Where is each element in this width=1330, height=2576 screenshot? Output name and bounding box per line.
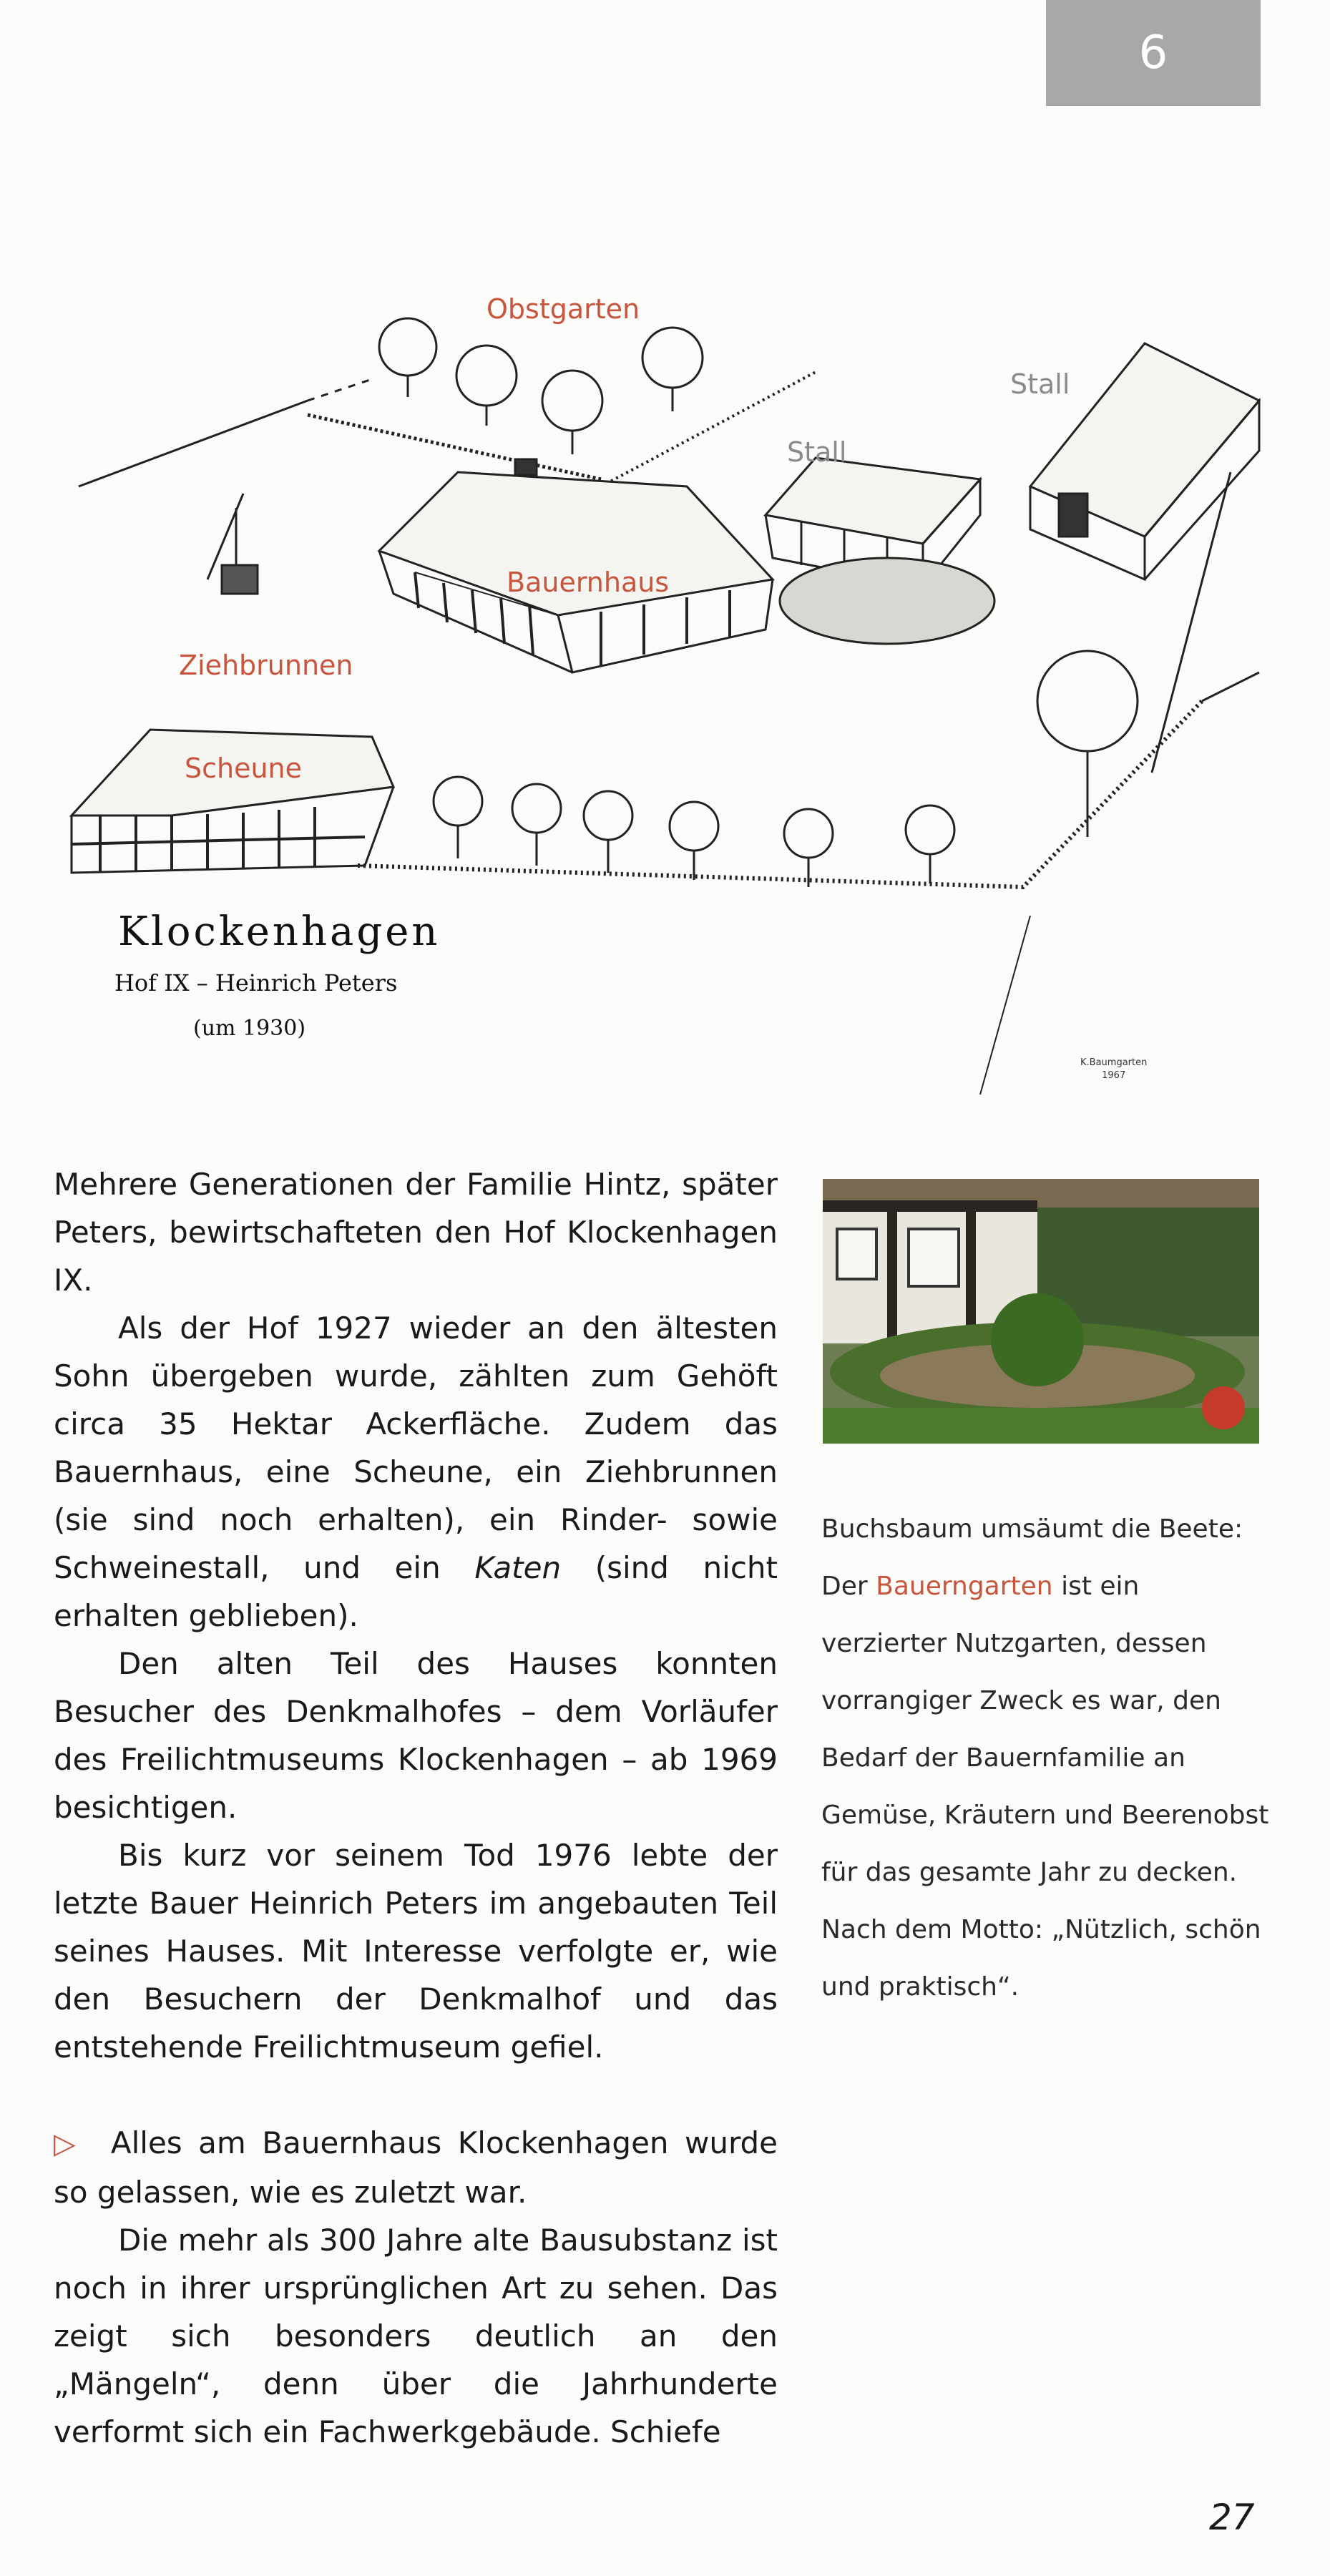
paragraph: Bis kurz vor seinem Tod 1976 lebte der letzte Bauer Heinrich Peters im angebauten Teil seines Hauses. Mit Interesse verfolgte er, wie den Besuchern der Denkmalhof und das entstehende Freilichtmuseum gefiel. (54, 1838, 778, 2065)
dung-heap (780, 558, 994, 644)
orchard-trees (379, 318, 703, 454)
main-text-column (54, 1160, 778, 2456)
paragraph: Mehrere Generationen der Familie Hintz, später Peters, bewirtschafteten den Hof Klockenhagen IX. (54, 1167, 778, 1298)
paragraph-text: Als der Hof 1927 wieder an den ältesten Sohn übergeben wurde, zählten zum Gehöft circa 35 Hektar Ackerfläche. Zudem das Bauernhaus, eine Scheune, ein Ziehbrunnen (sie sind noch erhalten), ein Rinder- sowie Schweinestall, und ein (54, 1311, 778, 1585)
label-obstgarten: Obstgarten (486, 293, 640, 325)
path-line (980, 916, 1030, 1094)
drawing-year: (um 1930) (193, 1016, 306, 1041)
photo-caption (821, 1501, 1272, 2016)
triangle-arrow-icon: ▷ (54, 2127, 82, 2160)
label-scheune: Scheune (185, 753, 303, 784)
artist-signature (1080, 1057, 1147, 1082)
garden-photo (823, 1179, 1259, 1444)
farm-illustration (57, 272, 1273, 1116)
chapter-tab (1046, 0, 1261, 106)
ziehbrunnen-well (207, 494, 258, 594)
garden-photo-image (823, 1179, 1259, 1444)
label-stall-small: Stall (787, 436, 847, 468)
drawing-title: Klockenhagen (118, 909, 441, 955)
paragraph: Den alten Teil des Hauses konnten Besucher des Denkmalhofes – dem Vorläufer des Freilichtmuseums Klockenhagen – ab 1969 besichtigen. (54, 1646, 778, 1825)
artist-name: K.Baumgarten (1080, 1057, 1148, 1068)
caption-line1: Buchsbaum umsäumt die Beete: (821, 1514, 1243, 1544)
hedge-line (358, 701, 1202, 887)
page-number: 27 (1209, 2497, 1255, 2538)
paragraph-text-end: (sind nicht erhalten geblieben). (54, 1550, 778, 1633)
caption-rest: ist ein verzierter Nutzgarten, dessen vorrangiger Zweck es war, den Bedarf der Bauernfamilie an Gemüse, Kräutern und Beerenobst für das gesamte Jahr zu decken. Nach dem Motto: „Nützlich, schön und praktisch“. (821, 1572, 1269, 2002)
emphasis-katen: Katen (474, 1550, 562, 1585)
front-trees (434, 651, 1138, 887)
fence-line (1152, 472, 1231, 773)
paragraph (54, 2119, 778, 2216)
label-ziehbrunnen: Ziehbrunnen (179, 650, 353, 681)
fence-line (308, 415, 601, 479)
chapter-number: 6 (1138, 26, 1168, 79)
bauernhaus-building (379, 459, 773, 672)
artist-year: 1967 (1102, 1070, 1126, 1081)
paragraph (54, 1304, 778, 1640)
paragraph: Die mehr als 300 Jahre alte Bausubstanz ist noch in ihrer ursprünglichen Art zu sehen. Das zeigt sich besonders deutlich an den „Mängeln“, denn über die Jahrhunderte verformt sich ein Fachwerkgebäude. Schiefe (54, 2223, 778, 2449)
label-bauernhaus: Bauernhaus (507, 567, 670, 598)
scheune-building (72, 730, 393, 873)
fence-line (308, 379, 372, 401)
fence-line (79, 401, 308, 486)
fence-line (601, 372, 816, 486)
caption-accent-bauerngarten: Bauerngarten (876, 1572, 1053, 1601)
paragraph-text: Alles am Bauernhaus Klockenhagen wurde so gelassen, wie es zuletzt war. (54, 2125, 778, 2210)
caption-prefix: Der (821, 1572, 876, 1601)
label-stall-large: Stall (1010, 368, 1070, 400)
drawing-subtitle: Hof IX – Heinrich Peters (114, 969, 398, 996)
fence-line (1202, 672, 1259, 701)
